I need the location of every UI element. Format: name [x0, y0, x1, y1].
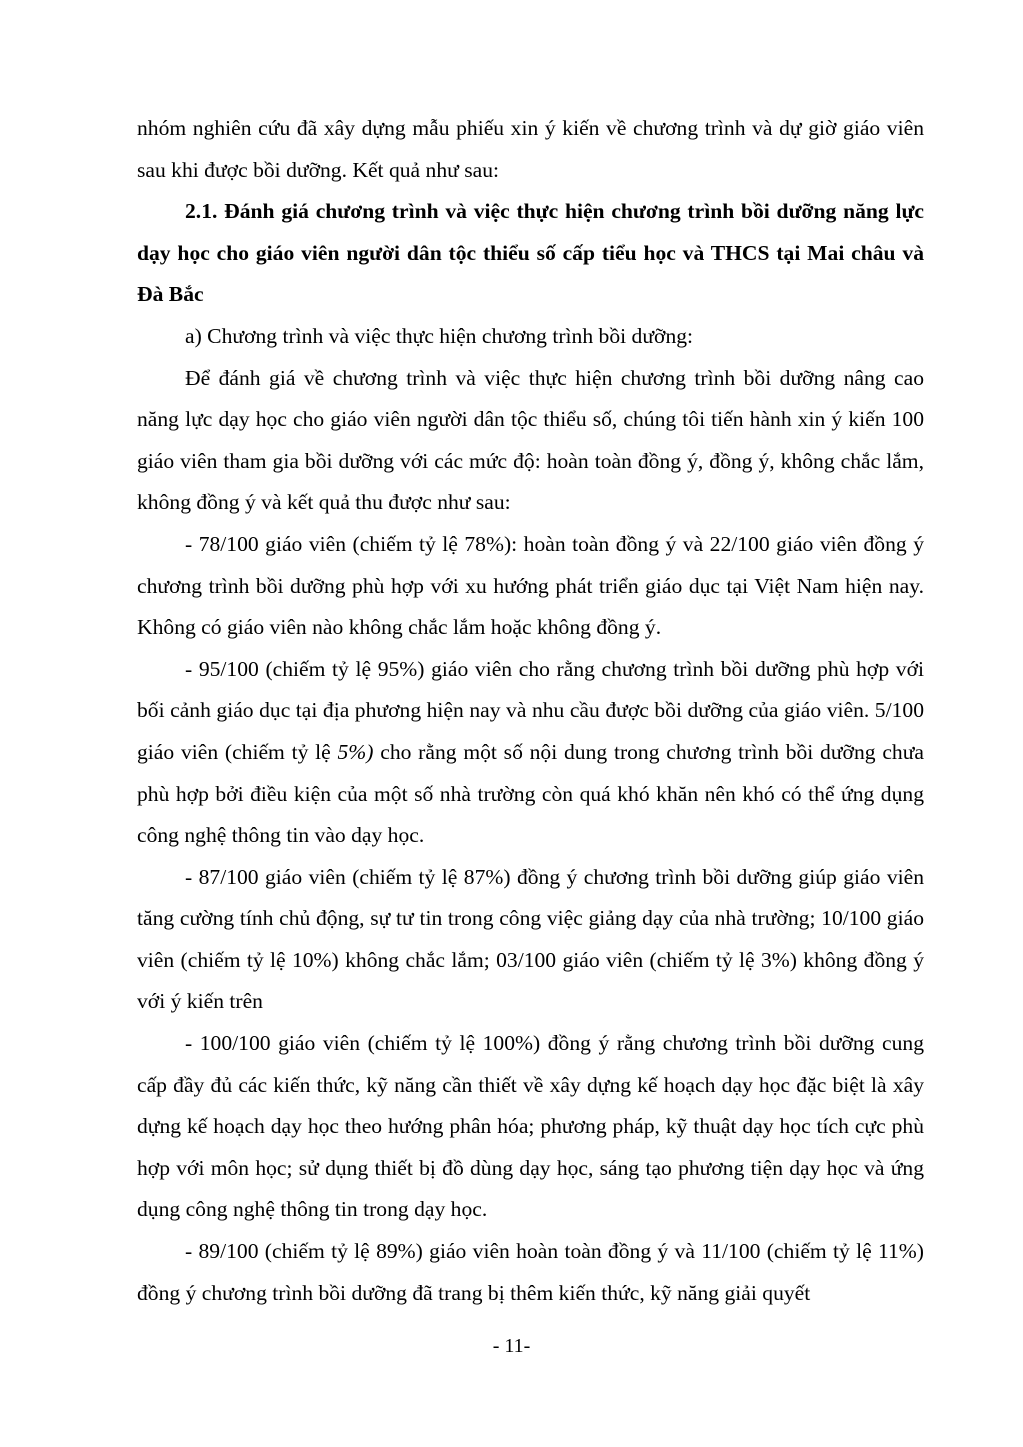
- page-body: [137, 108, 924, 1314]
- bullet-item-2-italic: 5%): [337, 739, 374, 764]
- bullet-item-2: [137, 649, 924, 857]
- page-number: - 11-: [492, 1335, 531, 1357]
- bullet-item-2-part-b: cho rằng một số nội dung trong chương trình bồi dưỡng chưa phù hợp bởi điều kiện của một số nhà trường còn quá khó khăn nên khó có thể ứng dụng công nghệ thông tin vào dạy học.: [137, 739, 924, 848]
- bullet-item-1: - 78/100 giáo viên (chiếm tỷ lệ 78%): hoàn toàn đồng ý và 22/100 giáo viên đồng ý chương trình bồi dưỡng phù hợp với xu hướng phát triển giáo dục tại Việt Nam hiện nay. Không có giáo viên nào không chắc lắm hoặc không đồng ý.: [137, 531, 924, 640]
- bullet-item-3: - 87/100 giáo viên (chiếm tỷ lệ 87%) đồng ý chương trình bồi dưỡng giúp giáo viên tăng cường tính chủ động, sự tư tin trong công việc giảng dạy của nhà trường; 10/100 giáo viên (chiếm tỷ lệ 10%) không chắc lắm; 03/100 giáo viên (chiếm tỷ lệ 3%) không đồng ý với ý kiến trên: [137, 864, 924, 1014]
- bullet-item-5: - 89/100 (chiếm tỷ lệ 89%) giáo viên hoàn toàn đồng ý và 11/100 (chiếm tỷ lệ 11%) đồng ý chương trình bồi dưỡng đã trang bị thêm kiến thức, kỹ năng giải quyết: [137, 1239, 924, 1305]
- paragraph-intro: nhóm nghiên cứu đã xây dựng mẫu phiếu xin ý kiến về chương trình và dự giờ giáo viên sau khi được bồi dưỡng. Kết quả như sau:: [137, 116, 924, 182]
- bullet-item-4: - 100/100 giáo viên (chiếm tỷ lệ 100%) đồng ý rằng chương trình bồi dưỡng cung cấp đầy đủ các kiến thức, kỹ năng cần thiết về xây dựng kế hoạch dạy học đặc biệt là xây dựng kế hoạch dạy học theo hướng phân hóa; phương pháp, kỹ thuật dạy học tích cực phù hợp với môn học; sử dụng thiết bị đồ dùng dạy học, sáng tạo phương tiện dạy học và ứng dụng công nghệ thông tin trong dạy học.: [137, 1031, 924, 1222]
- subsection-heading: a) Chương trình và việc thực hiện chương trình bồi dưỡng:: [185, 323, 694, 348]
- bullet-item-2-part-a: - 95/100 (chiếm tỷ lệ 95%) giáo viên cho rằng chương trình bồi dưỡng phù hợp với bối cảnh giáo dục tại địa phương hiện nay và nhu cầu được bồi dưỡng của giáo viên. 5/100 giáo viên (chiếm tỷ lệ: [137, 656, 924, 764]
- paragraph-method: Để đánh giá về chương trình và việc thực hiện chương trình bồi dưỡng nâng cao năng lực dạy học cho giáo viên người dân tộc thiểu số, chúng tôi tiến hành xin ý kiến 100 giáo viên tham gia bồi dưỡng với các mức độ: hoàn toàn đồng ý, đồng ý, không chắc lắm, không đồng ý và kết quả thu được như sau:: [137, 365, 924, 515]
- section-heading: 2.1. Đánh giá chương trình và việc thực hiện chương trình bồi dưỡng năng lực dạy học cho giáo viên người dân tộc thiểu số cấp tiểu học và THCS tại Mai châu và Đà Bắc: [137, 199, 924, 307]
